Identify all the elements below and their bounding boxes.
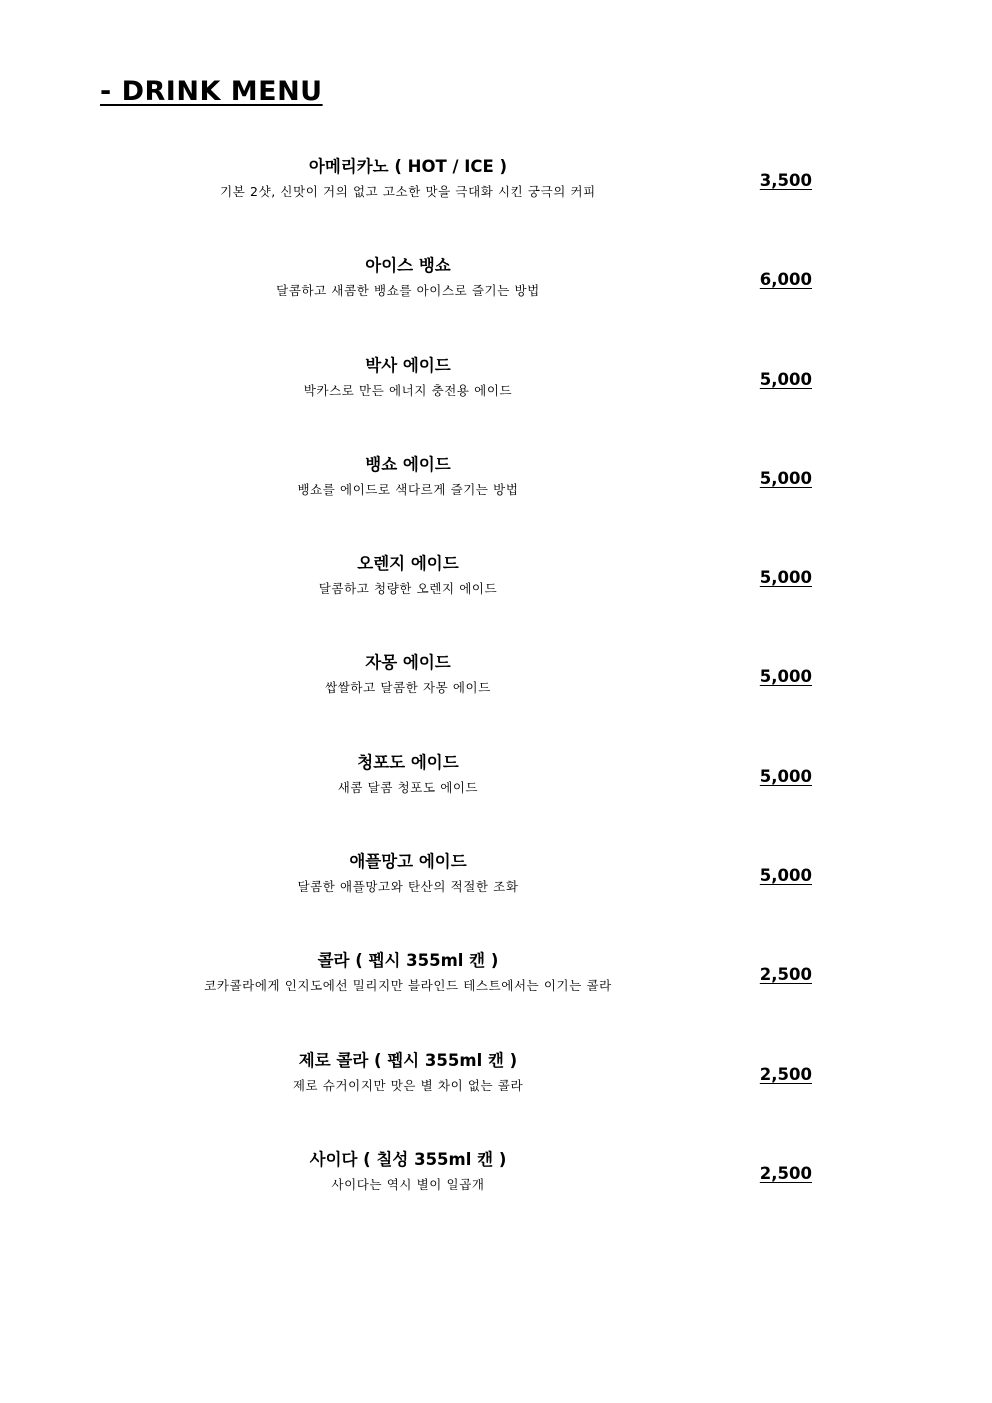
menu-item	[0, 648, 992, 747]
menu-item-name: 사이다 ( 칠성 355ml 캔 )	[309, 1149, 507, 1169]
menu-item	[0, 152, 992, 251]
menu-item	[0, 847, 992, 946]
menu-item-description: 새콤 달콤 청포도 에이드	[337, 779, 479, 795]
menu-item-price: 5,000	[759, 667, 812, 687]
menu-item-name: 애플망고 에이드	[349, 852, 467, 872]
menu-item-description: 뱅쇼를 에이드로 색다르게 즐기는 방법	[297, 481, 519, 497]
menu-item	[0, 251, 992, 350]
menu-item-text	[150, 1046, 666, 1096]
menu-item-text	[150, 1145, 666, 1195]
menu-item-name: 제로 콜라 ( 펩시 355ml 캔 )	[298, 1050, 518, 1070]
menu-item-price: 5,000	[759, 568, 812, 588]
menu-item-text	[150, 549, 666, 599]
menu-item	[0, 1046, 992, 1145]
menu-item	[0, 946, 992, 1045]
menu-item-name: 자몽 에이드	[365, 653, 451, 673]
menu-item-price: 2,500	[759, 1064, 812, 1084]
menu-item-price: 5,000	[759, 369, 812, 389]
menu-item-price: 6,000	[759, 270, 812, 290]
menu-item-text	[150, 847, 666, 897]
menu-item-description: 사이다는 역시 별이 일곱개	[331, 1176, 485, 1192]
menu-item-description: 기본 2샷, 신맛이 거의 없고 고소한 맛을 극대화 시킨 궁극의 커피	[220, 184, 596, 199]
menu-item-name: 뱅쇼 에이드	[365, 454, 451, 474]
menu-item-price: 5,000	[759, 866, 812, 886]
menu-item-price: 2,500	[759, 965, 812, 985]
menu-item-name: 콜라 ( 펩시 355ml 캔 )	[317, 951, 499, 971]
menu-item-description: 쌉쌀하고 달콤한 자몽 에이드	[325, 680, 491, 696]
menu-item	[0, 1145, 992, 1244]
menu-item-text	[150, 450, 666, 500]
menu-item-price: 5,000	[759, 766, 812, 786]
menu-item	[0, 549, 992, 648]
menu-item-description: 박카스로 만든 에너지 충전용 에이드	[303, 382, 513, 398]
menu-item-name: 아이스 뱅쇼	[365, 256, 451, 276]
menu-item-text	[150, 748, 666, 798]
page-title: - DRINK MENU	[100, 76, 323, 107]
menu-item-name: 아메리카노 ( HOT / ICE )	[308, 157, 508, 176]
menu-item-name: 박사 에이드	[365, 355, 451, 375]
menu-item	[0, 748, 992, 847]
menu-item-text	[150, 648, 666, 698]
menu-item-text	[150, 351, 666, 401]
menu-item	[0, 450, 992, 549]
menu-item-description: 코카콜라에게 인지도에선 밀리지만 블라인드 테스트에서는 이기는 콜라	[204, 978, 612, 994]
menu-item-name: 오렌지 에이드	[357, 554, 459, 574]
menu-item-description: 달콤하고 새콤한 뱅쇼를 아이스로 즐기는 방법	[276, 283, 540, 299]
menu-item-price: 3,500	[759, 171, 812, 190]
menu-item-description: 제로 슈거이지만 맛은 별 차이 없는 콜라	[292, 1077, 524, 1093]
menu-list	[0, 152, 992, 1244]
menu-item-text	[150, 251, 666, 301]
menu-item-price: 5,000	[759, 468, 812, 488]
menu-item-name: 청포도 에이드	[357, 752, 459, 772]
menu-item-description: 달콤하고 청량한 오렌지 에이드	[318, 581, 498, 597]
menu-item-price: 2,500	[759, 1163, 812, 1183]
menu-item-text	[150, 946, 666, 996]
menu-item-text	[150, 152, 666, 202]
menu-item-description: 달콤한 애플망고와 탄산의 적절한 조화	[297, 879, 519, 895]
menu-item	[0, 351, 992, 450]
